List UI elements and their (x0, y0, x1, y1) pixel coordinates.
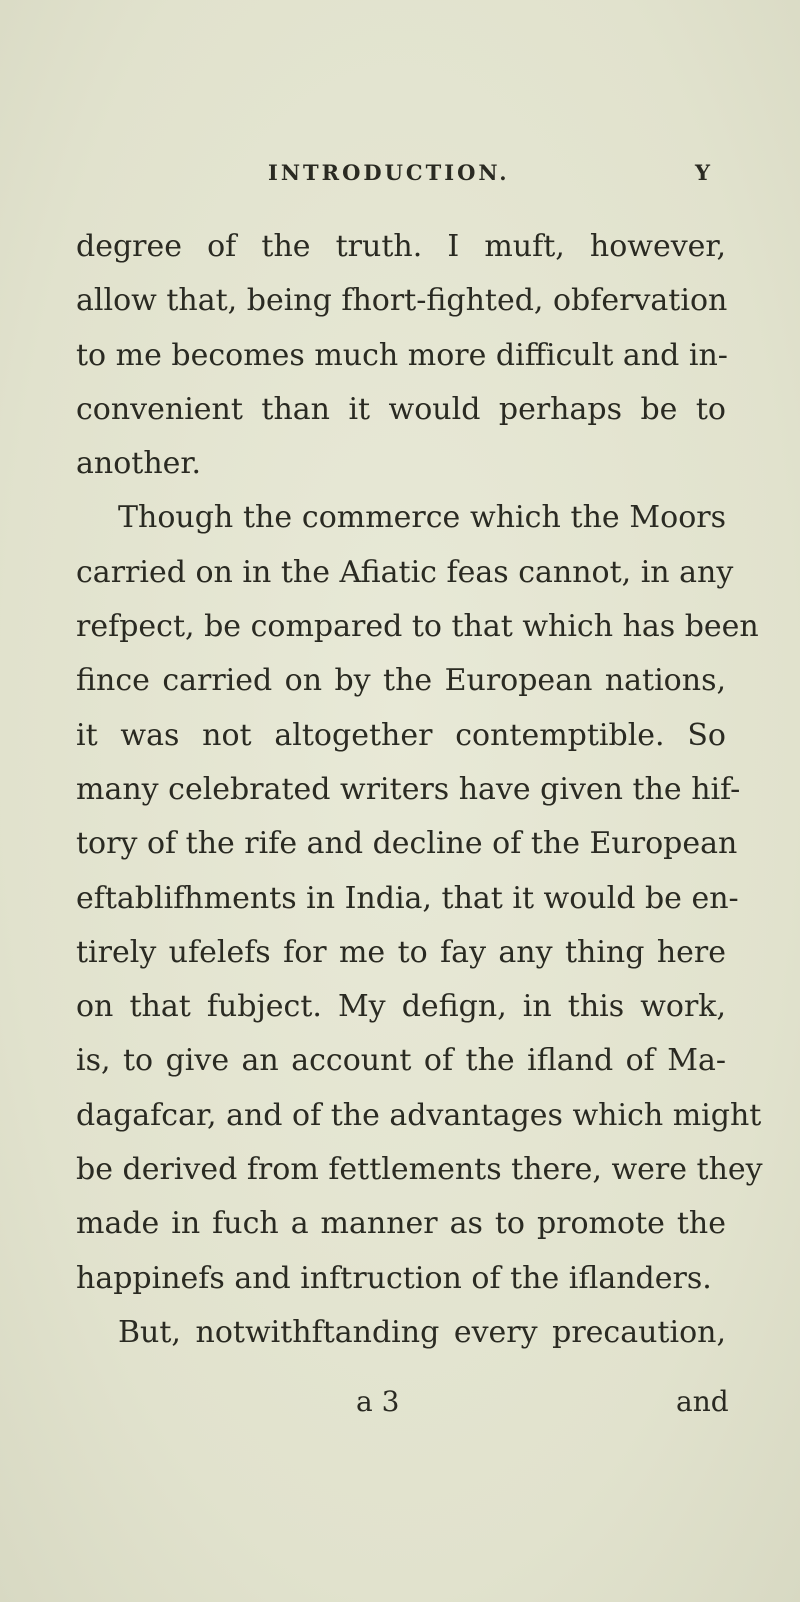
text-line: refpect, be compared to that which has been (76, 609, 759, 645)
text-line: Though the commerce which the Moors (118, 500, 726, 536)
text-line: degree of the truth. I muft, however, (76, 229, 726, 264)
text-line: tory of the rife and decline of the European (76, 826, 738, 862)
text-line: dagafcar, and of the advantages which might (76, 1097, 762, 1133)
page-number: Y (695, 160, 710, 185)
text-line: allow that, being fhort-fighted, obfervation (76, 283, 728, 319)
text-line: tirely ufelefs for me to fay any thing here (76, 934, 726, 970)
text-line: to me becomes much more difficult and in- (76, 337, 728, 373)
page-footer (0, 1385, 800, 1425)
body-text (76, 220, 763, 1360)
running-head (0, 160, 800, 190)
text-line: But, notwithftanding every precaution, (118, 1314, 726, 1350)
running-head-title: INTRODUCTION. (268, 160, 510, 185)
catchword: and (676, 1385, 729, 1418)
text-line: made in fuch a manner as to promote the (76, 1206, 726, 1242)
text-line: convenient than it would perhaps be to (76, 391, 726, 427)
text-line: on that fubject. My defign, in this work, (76, 989, 726, 1025)
text-line: carried on in the Afiatic feas cannot, in any (76, 554, 734, 590)
text-line: eftablifhments in India, that it would be en- (76, 880, 739, 916)
text-line: another. (76, 446, 201, 482)
text-line: be derived from fettlements there, were they (76, 1152, 763, 1188)
text-line: many celebrated writers have given the hif- (76, 771, 741, 807)
text-line: it was not altogether contemptible. So (76, 717, 726, 753)
signature-mark: a 3 (356, 1385, 400, 1418)
text-line: fince carried on by the European nations, (76, 663, 726, 699)
text-line: is, to give an account of the ifland of Ma- (76, 1043, 726, 1079)
text-line: happinefs and inftruction of the iflanders. (76, 1260, 712, 1296)
